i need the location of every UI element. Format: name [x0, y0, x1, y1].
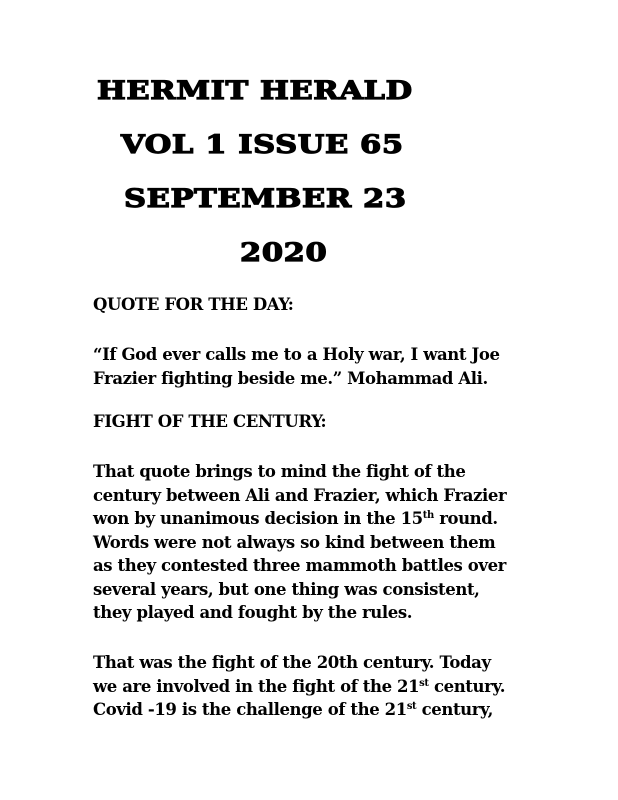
- century-paragraph: [93, 651, 543, 722]
- fight-line: as they contested three mammoth battles over: [93, 556, 506, 575]
- fight-line: Words were not always so kind between them: [93, 532, 496, 552]
- issue-year: 2020: [240, 238, 328, 267]
- fight-heading-text: FIGHT OF THE CENTURY:: [93, 412, 327, 431]
- ordinal-suffix: th: [422, 510, 434, 521]
- fight-line: century between Ali and Frazier, which Frazier: [93, 485, 507, 505]
- ordinal-suffix: st: [419, 677, 429, 689]
- fight-line-text: won by unanimous decision in the 15: [93, 509, 423, 528]
- fight-paragraph: [93, 460, 543, 625]
- quote-paragraph: [93, 343, 543, 390]
- volume-issue: VOL 1 ISSUE 65: [121, 130, 404, 159]
- quote-line: Frazier fighting beside me.” Mohammad Ali.: [93, 368, 488, 388]
- fight-line: they played and fought by the rules.: [93, 603, 413, 622]
- century-line-text: century,: [416, 700, 494, 719]
- newsletter-title: HERMIT HERALD: [97, 76, 413, 105]
- fight-heading: [93, 410, 543, 434]
- century-line-text: Covid -19 is the challenge of the 21: [93, 700, 407, 719]
- century-line-text: century.: [428, 676, 506, 696]
- quote-heading: [93, 293, 543, 317]
- issue-date: SEPTEMBER 23: [124, 184, 407, 213]
- quote-heading-text: QUOTE FOR THE DAY:: [93, 295, 294, 314]
- fight-line: [93, 507, 543, 531]
- ordinal-suffix: st: [406, 701, 417, 712]
- quote-line: “If God ever calls me to a Holy war, I want Joe: [93, 345, 500, 364]
- century-line-text: we are involved in the fight of the 21: [93, 676, 420, 696]
- century-line: [93, 698, 543, 722]
- fight-line-text: round.: [433, 509, 498, 528]
- fight-line: several years, but one thing was consistent,: [93, 579, 480, 599]
- century-line: That was the fight of the 20th century. Today: [93, 653, 491, 672]
- century-line: [93, 675, 543, 699]
- fight-line: That quote brings to mind the fight of the: [93, 462, 466, 481]
